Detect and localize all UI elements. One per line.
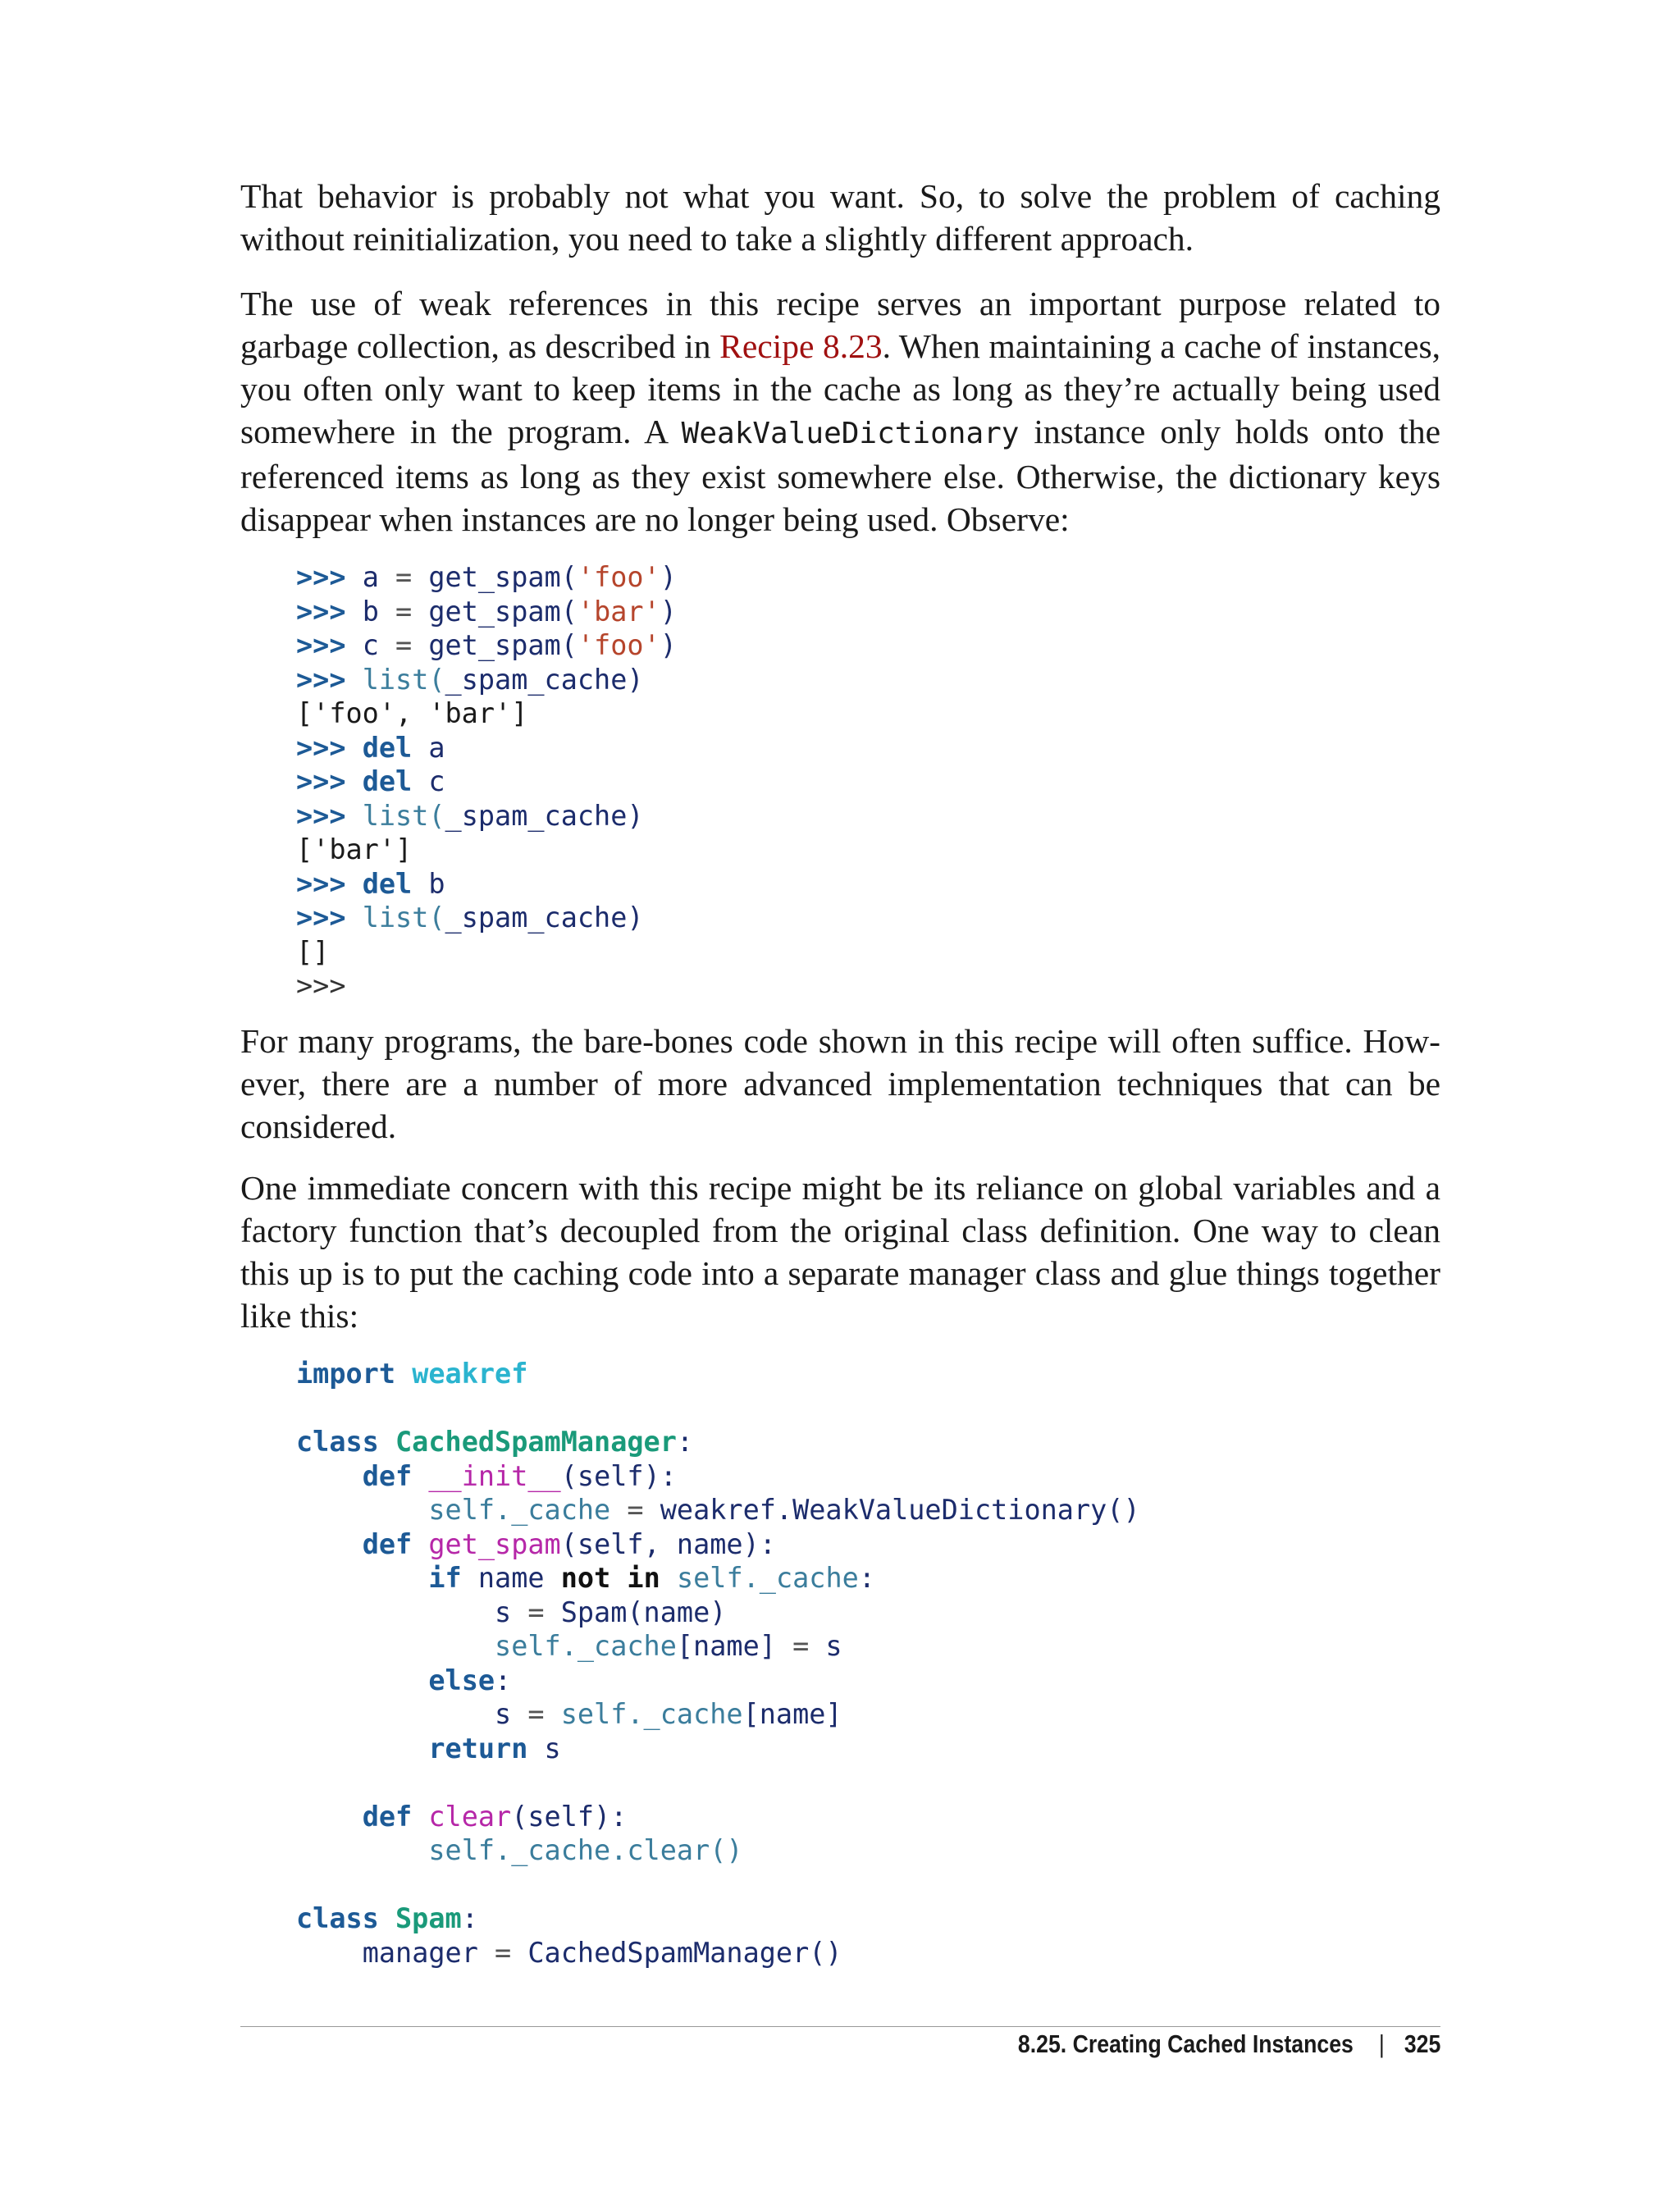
params: (self):: [511, 1800, 628, 1833]
var: s: [495, 1596, 512, 1628]
operator: =: [627, 1494, 644, 1526]
paragraph-text: The use of weak references in this recipe serves an important purpose related to garbage collection, as described in: [240, 285, 1440, 365]
attribute: self._cache: [495, 1630, 677, 1662]
params: (self, name):: [560, 1527, 776, 1560]
operator: =: [527, 1596, 545, 1628]
var: _spam_cache: [445, 799, 628, 832]
punct: :: [461, 1902, 478, 1934]
prompt: >>>: [296, 629, 346, 661]
operator: =: [527, 1698, 545, 1730]
keyword: else: [428, 1664, 495, 1696]
function-name: get_spam: [428, 1527, 561, 1560]
keyword: def: [362, 1459, 413, 1492]
function-name: clear: [428, 1800, 512, 1833]
keyword: del: [362, 765, 413, 797]
attribute: self._cache: [676, 1562, 859, 1594]
var: _spam_cache: [445, 902, 628, 934]
function-name: __init__: [428, 1459, 561, 1492]
paragraph-bare-bones: [240, 1020, 1440, 1148]
class-name: CachedSpamManager: [395, 1426, 677, 1458]
var: c: [362, 629, 379, 661]
code-block-interactive-session: [296, 560, 677, 1003]
attribute: self._cache: [560, 1698, 743, 1730]
footer-rule: [240, 2026, 1440, 2027]
recipe-link[interactable]: Recipe 8.23: [719, 327, 883, 365]
prompt: >>>: [296, 731, 346, 764]
punct: :: [495, 1664, 512, 1696]
section-title: 8.25. Creating Cached Instances: [1017, 2029, 1354, 2058]
keyword: class: [296, 1426, 379, 1458]
index: [name]: [676, 1630, 776, 1662]
keyword: del: [362, 867, 413, 900]
var: s: [544, 1732, 561, 1764]
page-number: 325: [1404, 2029, 1440, 2058]
index: [name]: [742, 1698, 842, 1730]
builtin-call: list(: [362, 799, 445, 832]
prompt: >>>: [296, 595, 346, 628]
paragraph-text: instance only holds onto the referenced items as long as they exist somewhere else. Otherwise, the dictionary keys disappear when instances are no longer being used. Observe:: [240, 413, 1440, 538]
attribute: self._cache: [428, 1494, 611, 1526]
class-name: Spam: [395, 1902, 462, 1934]
var: s: [825, 1630, 842, 1662]
output: ['foo', 'bar']: [296, 697, 528, 729]
call: weakref.WeakValueDictionary(): [660, 1494, 1140, 1526]
punct: :: [676, 1426, 694, 1458]
string: 'foo': [577, 629, 660, 661]
var: c: [428, 765, 445, 797]
string: 'foo': [577, 561, 660, 593]
paragraph-text: One immediate concern with this recipe might be its reliance on global variables and a factory function that’s decoupled from the original class definition. One way to clean this up is to put the caching code into a separate manager class and glue things together like this:: [240, 1169, 1440, 1335]
paren: ): [660, 561, 677, 593]
page-footer: [1018, 2029, 1440, 2059]
builtin-call: list(: [362, 663, 445, 696]
call: get_spam(: [428, 561, 578, 593]
footer-separator: |: [1378, 2029, 1385, 2058]
keyword: class: [296, 1902, 379, 1934]
call: get_spam(: [428, 595, 578, 628]
var: _spam_cache: [445, 663, 628, 696]
params: (self):: [560, 1459, 677, 1492]
prompt: >>>: [296, 867, 346, 900]
string: 'bar': [577, 595, 660, 628]
call: self._cache.clear(): [428, 1834, 743, 1866]
prompt: >>>: [296, 663, 346, 696]
punct: :: [858, 1562, 875, 1594]
paren: ): [627, 799, 644, 832]
paren: ): [627, 663, 644, 696]
builtin-call: list(: [362, 902, 445, 934]
keyword: return: [428, 1732, 528, 1764]
attribute: manager: [362, 1936, 478, 1969]
inline-code: WeakValueDictionary: [681, 417, 1020, 450]
var: s: [495, 1698, 512, 1730]
keyword: def: [362, 1527, 413, 1560]
operator: =: [395, 595, 413, 628]
operator: =: [395, 629, 413, 661]
paren: ): [660, 595, 677, 628]
paren: ): [627, 902, 644, 934]
paragraph-global-variables: [240, 1166, 1440, 1337]
keyword: not: [560, 1562, 611, 1594]
call: CachedSpamManager(): [527, 1936, 842, 1969]
var: a: [362, 561, 379, 593]
keyword: del: [362, 731, 413, 764]
prompt: >>>: [296, 561, 346, 593]
prompt: >>>: [296, 970, 346, 1002]
keyword: import: [296, 1358, 396, 1390]
paren: ): [660, 629, 677, 661]
var: a: [428, 731, 445, 764]
keyword: if: [428, 1562, 462, 1594]
paragraph-weak-references: [240, 282, 1440, 541]
output: ['bar']: [296, 833, 413, 865]
paragraph-caching-behavior: [240, 175, 1440, 260]
code-block-manager-class: [296, 1357, 1140, 1970]
prompt: >>>: [296, 799, 346, 832]
operator: =: [792, 1630, 810, 1662]
var: name: [477, 1562, 545, 1594]
call: get_spam(: [428, 629, 578, 661]
operator: =: [395, 561, 413, 593]
prompt: >>>: [296, 765, 346, 797]
paragraph-text: That behavior is probably not what you want. So, to solve the problem of caching without reinitialization, you need to take a slightly different approach.: [240, 177, 1440, 258]
keyword: in: [627, 1562, 660, 1594]
var: b: [428, 867, 445, 900]
prompt: >>>: [296, 902, 346, 934]
operator: =: [495, 1936, 512, 1969]
keyword: def: [362, 1800, 413, 1833]
module-name: weakref: [412, 1358, 528, 1390]
paragraph-text: For many programs, the bare-bones code shown in this recipe will often suffice. However, there are a number of more advanced implementation techniques that can be considered.: [240, 1022, 1440, 1145]
output: []: [296, 935, 330, 968]
var: b: [362, 595, 379, 628]
call: Spam(name): [560, 1596, 727, 1628]
paragraph-text: . When maintaining a cache of instances, you often only want to keep items in the cache as long as they’re actually being used somewhere in the program. A: [240, 327, 1440, 450]
